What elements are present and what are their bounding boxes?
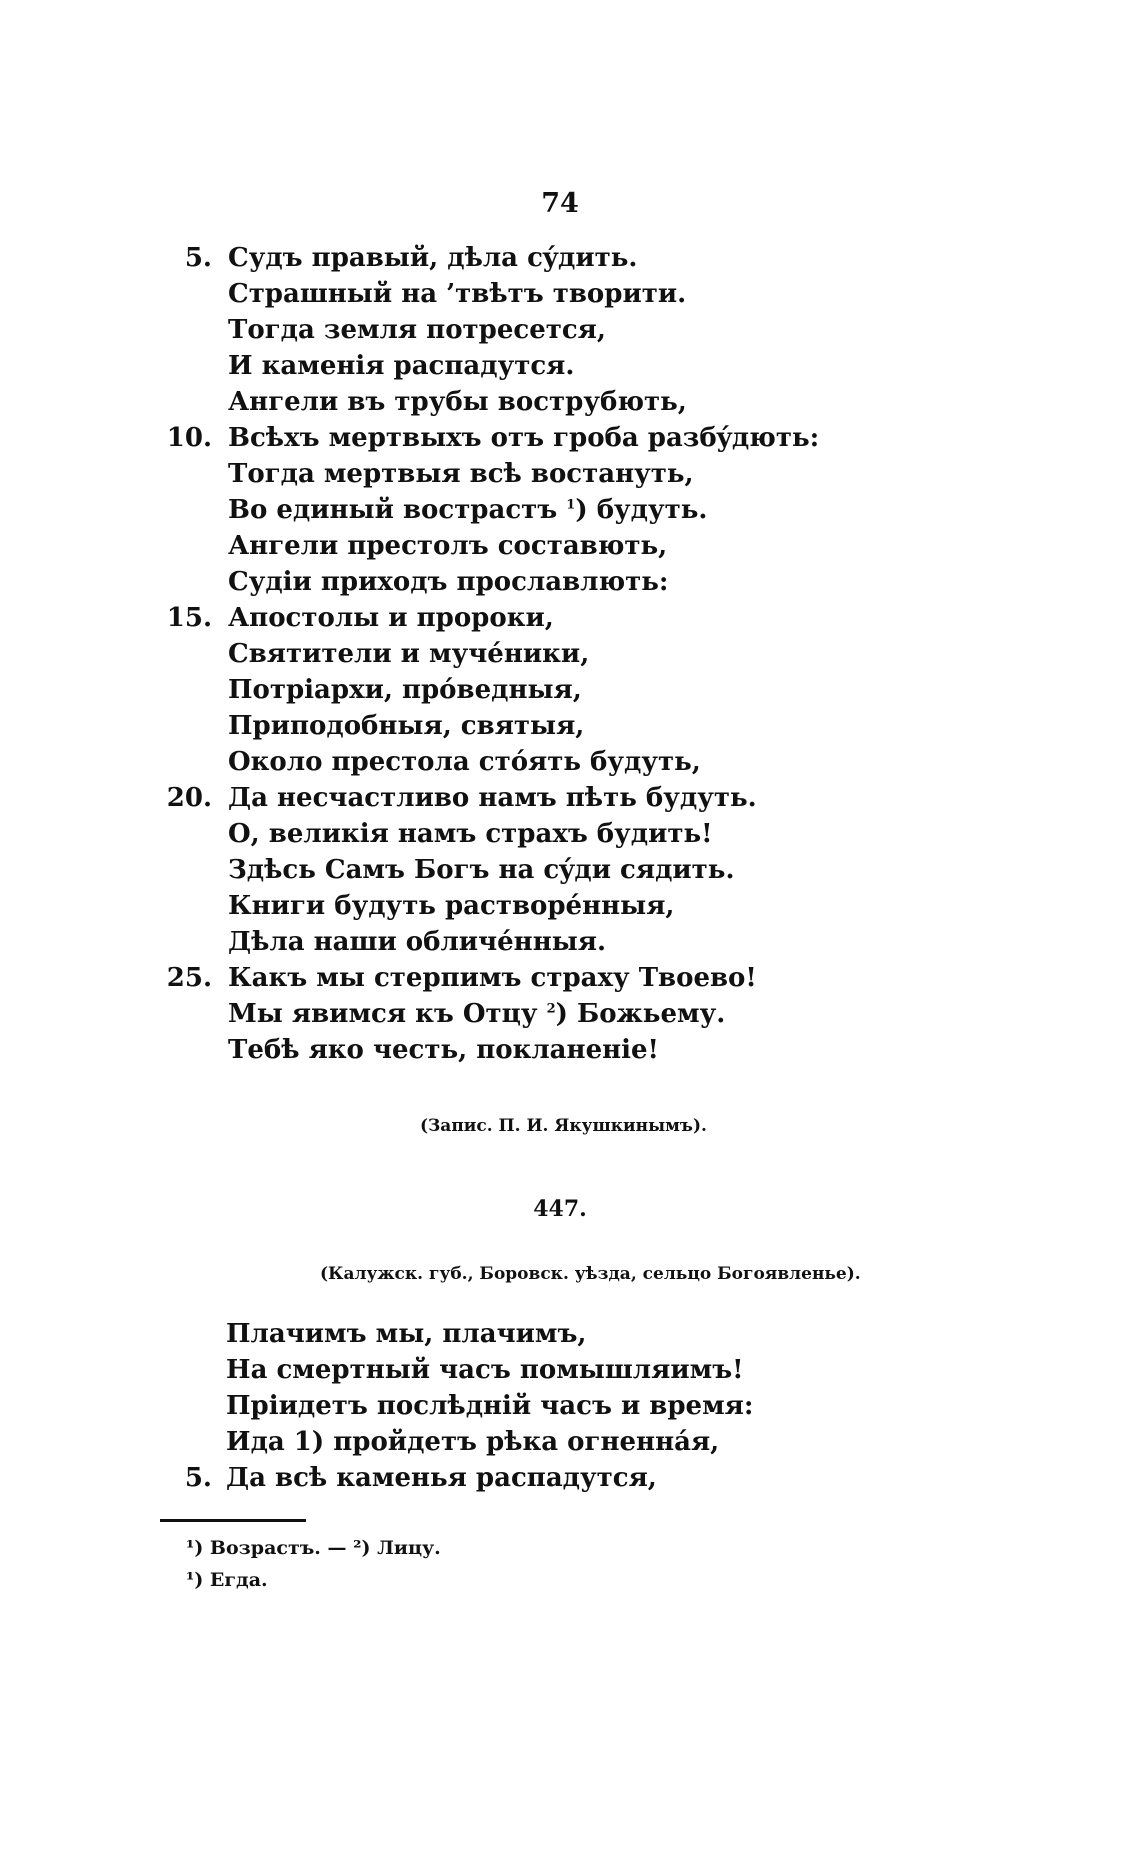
poem-line bbox=[0, 492, 1140, 528]
poem-line bbox=[0, 1032, 1140, 1068]
line-text: Плачимъ мы, плачимъ, bbox=[226, 1319, 587, 1349]
line-text: Книги будуть растворéнныя, bbox=[228, 891, 675, 921]
poem-line bbox=[0, 708, 1140, 744]
line-text: Судъ правый, дѣла сýдить. bbox=[228, 243, 638, 273]
line-text: Какъ мы стерпимъ страху Твоево! bbox=[228, 963, 757, 993]
line-text: Да всѣ каменья распадутся, bbox=[226, 1463, 657, 1493]
location-note: (Калужск. губ., Боровск. уѣзда, сельцо Богоявленье). bbox=[320, 1264, 861, 1284]
poem-line bbox=[0, 1460, 1140, 1496]
poem-line bbox=[0, 636, 1140, 672]
poem-line bbox=[0, 600, 1140, 636]
line-text: Ангели престолъ составють, bbox=[228, 531, 668, 561]
poem-line bbox=[0, 996, 1140, 1032]
line-number: 25. bbox=[166, 963, 212, 993]
poem-line bbox=[0, 1388, 1140, 1424]
page-number: 74 bbox=[541, 188, 579, 219]
line-text: Во единый вострастъ $^1$) будуть. bbox=[228, 495, 708, 525]
poem-line bbox=[0, 960, 1140, 996]
poem-line bbox=[0, 744, 1140, 780]
poem-line bbox=[0, 528, 1140, 564]
poem-line bbox=[0, 276, 1140, 312]
footnote-marker: 1 bbox=[566, 497, 576, 513]
line-text: Ангели въ трубы вострубють, bbox=[228, 387, 687, 417]
poem-line bbox=[0, 1352, 1140, 1388]
poem-line bbox=[0, 1316, 1140, 1352]
line-text: Около престола стóять будуть, bbox=[228, 747, 701, 777]
poem-first bbox=[0, 240, 1140, 1068]
poem-line bbox=[0, 240, 1140, 276]
line-text: Страшный на ’твѣтъ творити. bbox=[228, 279, 687, 309]
poem-line bbox=[0, 456, 1140, 492]
footnote: ¹) Егда. bbox=[186, 1569, 268, 1591]
line-number: 10. bbox=[166, 423, 212, 453]
poem-line bbox=[0, 672, 1140, 708]
line-number: 5. bbox=[184, 243, 212, 273]
poem-line bbox=[0, 420, 1140, 456]
line-text: Потріархи, прóведныя, bbox=[228, 675, 582, 705]
line-text: Пріидетъ послѣдній часъ и время: bbox=[226, 1391, 754, 1421]
song-number: 447. bbox=[533, 1196, 587, 1222]
line-text-part: Божьему. bbox=[567, 999, 726, 1029]
poem-line bbox=[0, 924, 1140, 960]
poem-line bbox=[0, 780, 1140, 816]
line-text: На смертный часъ помышляимъ! bbox=[226, 1355, 744, 1385]
line-text: О, великія намъ страхъ будить! bbox=[228, 819, 713, 849]
line-number: 5. bbox=[184, 1463, 212, 1493]
footnotes bbox=[186, 1532, 441, 1596]
line-text: Мы явимся къ Отцу $^2$) Божьему. bbox=[228, 999, 726, 1029]
poem-second bbox=[0, 1316, 1140, 1496]
line-text: Дѣла наши обличéнныя. bbox=[228, 927, 607, 957]
line-text-part: Во единый вострастъ bbox=[228, 495, 558, 525]
footnote: ¹) Возрастъ. — ²) Лицу. bbox=[186, 1537, 441, 1559]
line-text: И каменія распадутся. bbox=[228, 351, 575, 381]
footnote-divider bbox=[160, 1519, 306, 1522]
line-text: Тебѣ яко честь, покланеніе! bbox=[228, 1035, 659, 1065]
line-text: Ида 1) пройдетъ рѣка огненнáя, bbox=[226, 1427, 720, 1457]
line-text: Тогда мертвыя всѣ востануть, bbox=[228, 459, 694, 489]
poem-line bbox=[0, 348, 1140, 384]
line-number: 15. bbox=[166, 603, 212, 633]
poem-line bbox=[0, 888, 1140, 924]
line-text: Судіи приходъ прославлють: bbox=[228, 567, 669, 597]
line-text-part: будуть. bbox=[587, 495, 708, 525]
poem-line bbox=[0, 384, 1140, 420]
footnote-marker: 2 bbox=[546, 1001, 556, 1017]
line-text: Да несчастливо намъ пѣть будуть. bbox=[228, 783, 757, 813]
line-text: Апостолы и пророки, bbox=[228, 603, 554, 633]
poem-line bbox=[0, 852, 1140, 888]
poem-line bbox=[0, 816, 1140, 852]
line-text: Всѣхъ мертвыхъ отъ гроба разбýдють: bbox=[228, 423, 820, 453]
poem-line bbox=[0, 312, 1140, 348]
poem-line bbox=[0, 1424, 1140, 1460]
line-text: Святители и мучéники, bbox=[228, 639, 590, 669]
line-text: Тогда земля потресется, bbox=[228, 315, 606, 345]
line-text: Здѣсь Самъ Богъ на сýди сядить. bbox=[228, 855, 735, 885]
source-note: (Запис. П. И. Якушкинымъ). bbox=[420, 1116, 707, 1136]
line-number: 20. bbox=[166, 783, 212, 813]
poem-line bbox=[0, 564, 1140, 600]
line-text-part: Мы явимся къ Отцу bbox=[228, 999, 538, 1029]
line-text: Приподобныя, святыя, bbox=[228, 711, 585, 741]
